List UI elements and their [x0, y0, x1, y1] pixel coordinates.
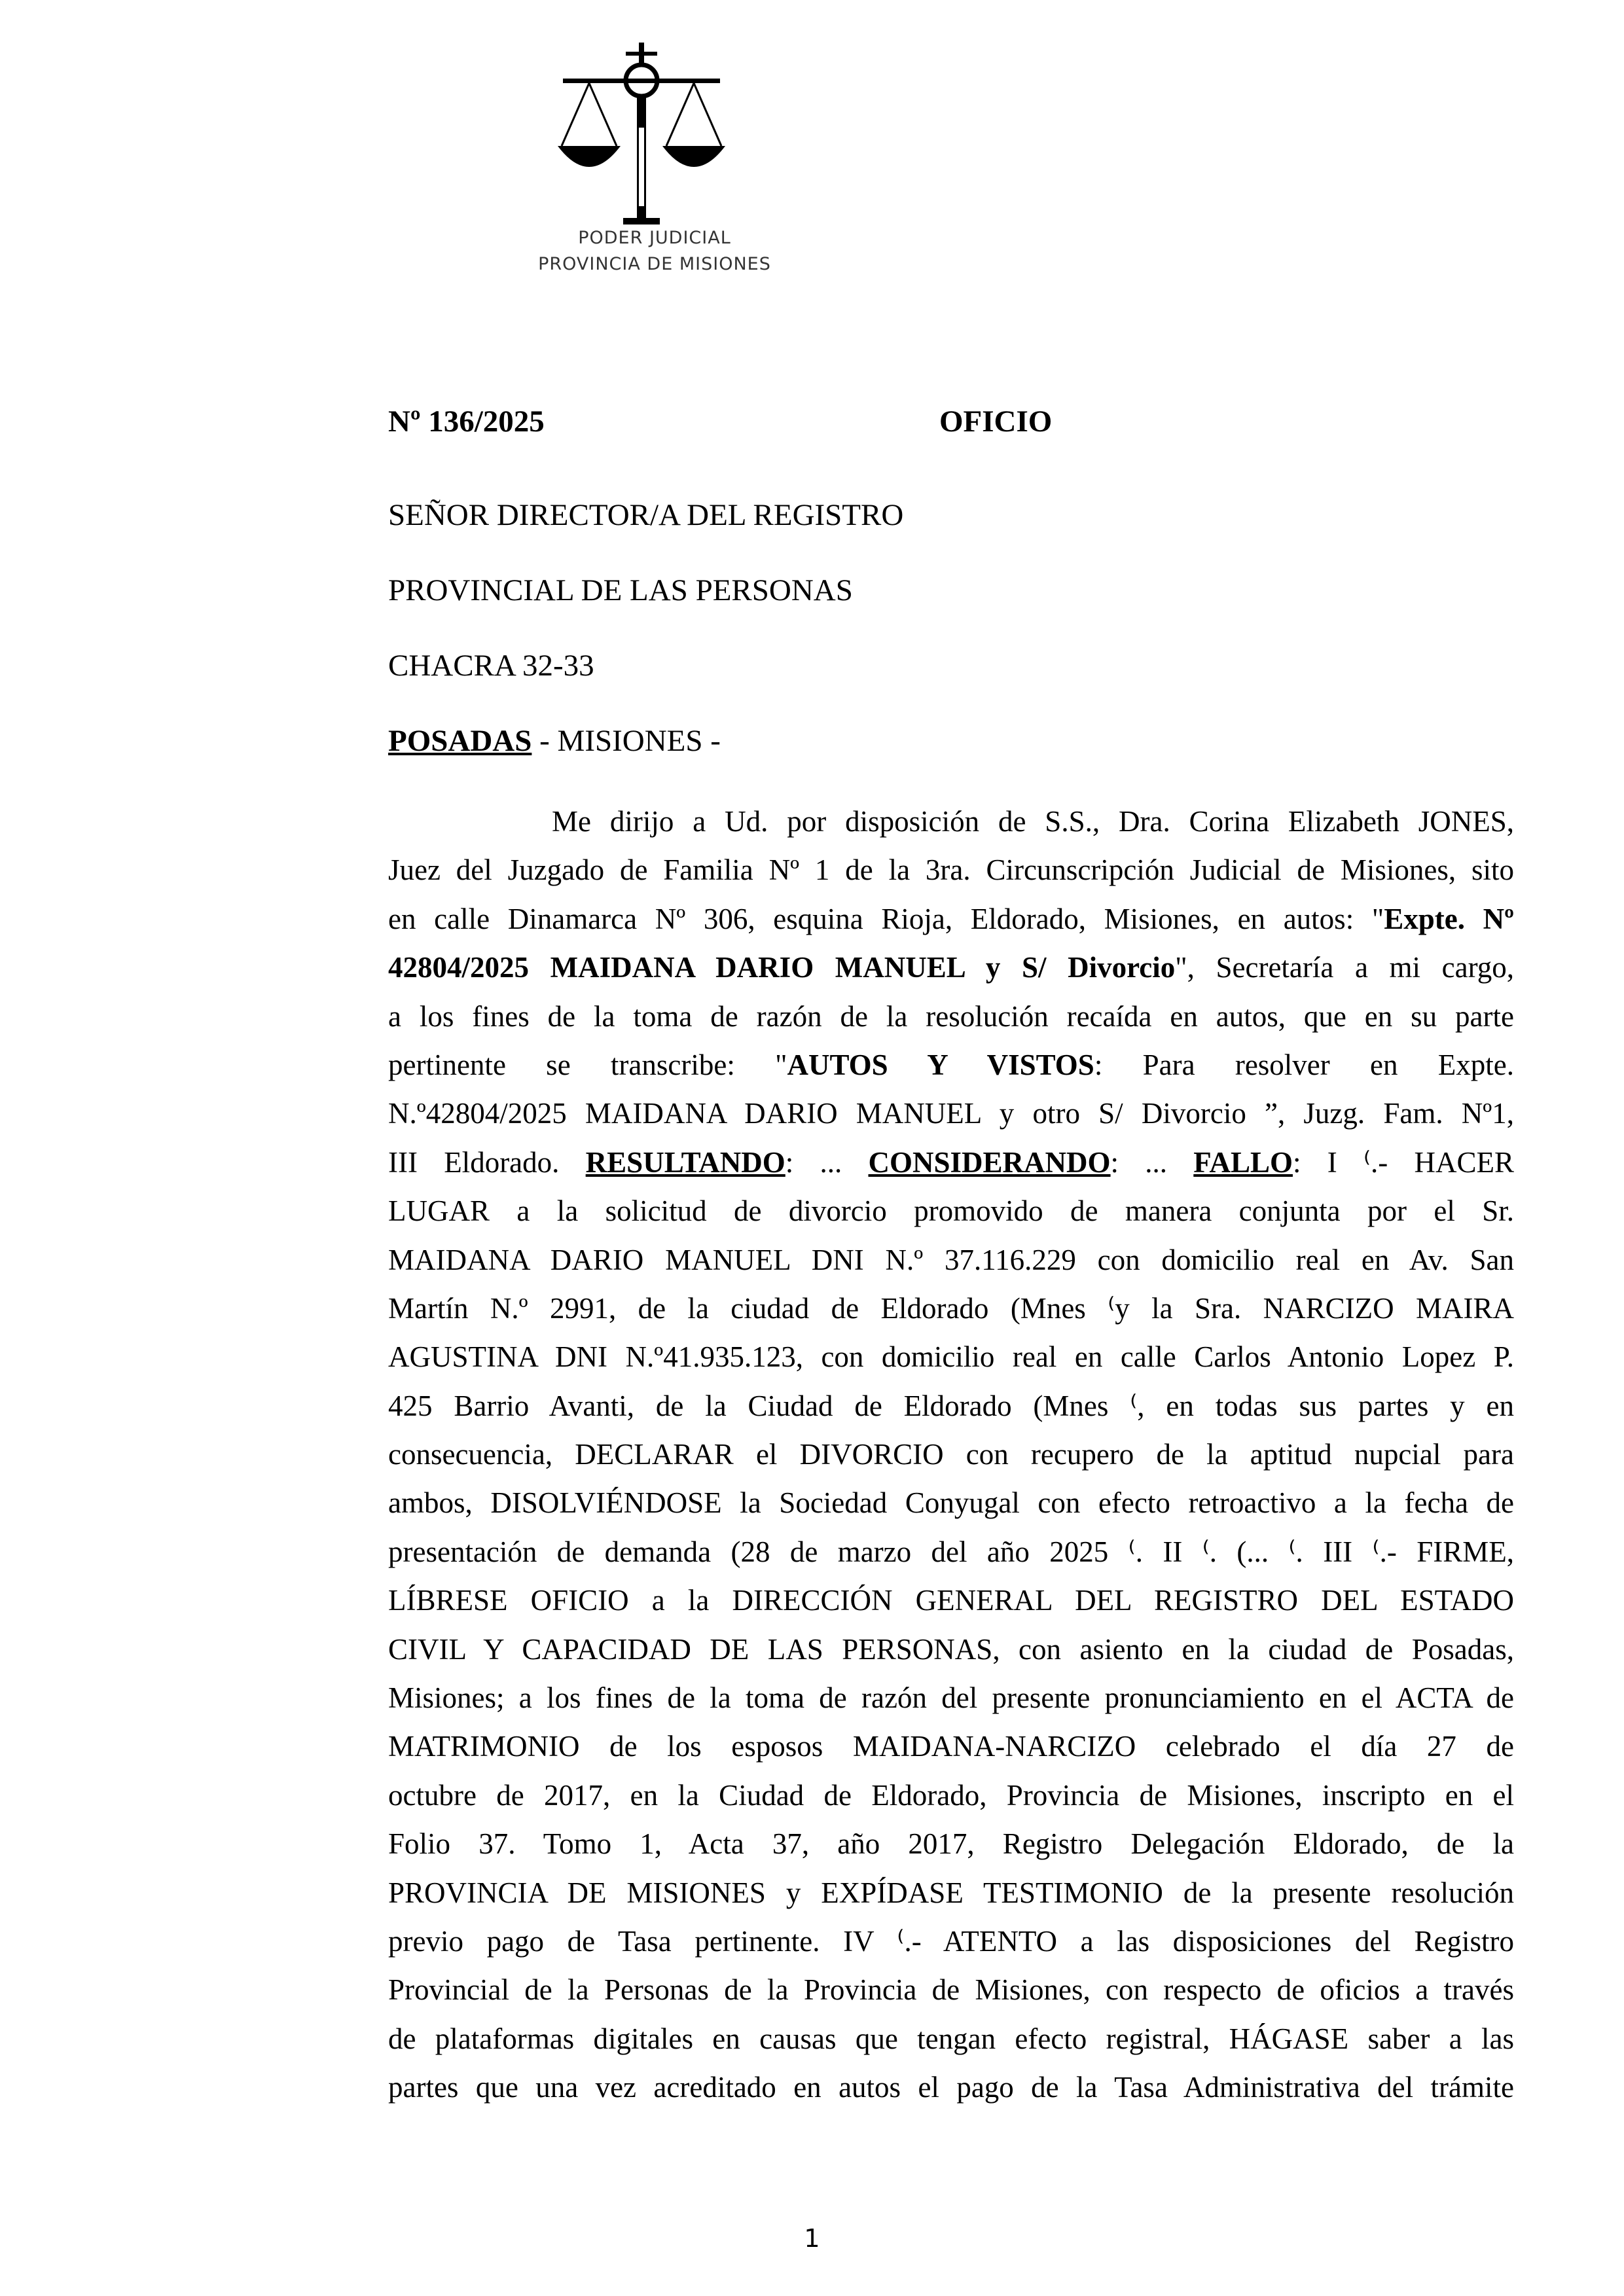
body-line: MATRIMONIO de los esposos MAIDANA-NARCIZO celebrado el día 27 de [388, 1730, 1514, 1763]
body-text [388, 797, 1514, 2112]
body-line: MAIDANA DARIO MANUEL DNI N.º 37.116.229 con domicilio real en Av. San [388, 1243, 1514, 1276]
addressee-line-2: PROVINCIAL DE LAS PERSONAS [388, 573, 853, 607]
body-line: previo pago de Tasa pertinente. IV ⁽.- ATENTO a las disposiciones del Registro [388, 1924, 1514, 1958]
body-line: Martín N.º 2991, de la ciudad de Eldorado (Mnes ⁽y la Sra. NARCIZO MAIRA [388, 1291, 1514, 1325]
body-line: N.º42804/2025 MAIDANA DARIO MANUEL y otro S/ Divorcio ”, Juzg. Fam. Nº1, [388, 1097, 1514, 1130]
body-line: partes que una vez acreditado en autos el pago de la Tasa Administrativa del trámite [388, 2071, 1514, 2104]
body-line: III Eldorado. RESULTANDO: ... CONSIDERANDO: ... FALLO: I ⁽.- HACER [388, 1145, 1515, 1179]
body-line: 42804/2025 MAIDANA DARIO MANUEL y S/ Divorcio", Secretaría a mi cargo, [388, 951, 1514, 984]
body-line: consecuencia, DECLARAR el DIVORCIO con recupero de la aptitud nupcial para [388, 1438, 1514, 1471]
body-line: Me dirijo a Ud. por disposición de S.S., Dra. Corina Elizabeth JONES, [552, 805, 1514, 838]
body-line: LÍBRESE OFICIO a la DIRECCIÓN GENERAL DEL REGISTRO DEL ESTADO [388, 1584, 1514, 1617]
addressee-city: POSADAS [388, 724, 532, 758]
body-line: de plataformas digitales en causas que tengan efecto registral, HÁGASE saber a las [388, 2022, 1514, 2055]
judicial-logo [517, 43, 792, 291]
body-line: a los fines de la toma de razón de la resolución recaída en autos, que en su parte [388, 999, 1514, 1033]
body-line: pertinente se transcribe: "AUTOS Y VISTOS: Para resolver en Expte. [388, 1048, 1514, 1081]
body-line: Misiones; a los fines de la toma de razón del presente pronunciamiento en el ACTA de [388, 1681, 1514, 1715]
body-line: AGUSTINA DNI N.º41.935.123, con domicilio real en calle Carlos Antonio Lopez P. [388, 1340, 1514, 1374]
page-number: 1 [804, 2224, 820, 2253]
addressee-line-1: SEÑOR DIRECTOR/A DEL REGISTRO [388, 498, 904, 532]
logo-line-2: PROVINCIA DE MISIONES [538, 254, 771, 274]
body-line: CIVIL Y CAPACIDAD DE LAS PERSONAS, con asiento en la ciudad de Posadas, [388, 1632, 1514, 1666]
scales-of-justice-icon [543, 43, 740, 229]
addressee-city-rest: - MISIONES - [532, 724, 721, 758]
addressee-line-3: CHACRA 32-33 [388, 649, 594, 683]
body-line: Provincial de la Personas de la Provincia de Misiones, con respecto de oficios a través [388, 1973, 1514, 2007]
body-line: en calle Dinamarca Nº 306, esquina Rioja, Eldorado, Misiones, en autos: "Expte. Nº [388, 902, 1514, 935]
body-line: Folio 37. Tomo 1, Acta 37, año 2017, Registro Delegación Eldorado, de la [388, 1827, 1514, 1861]
addressee-city-line [388, 723, 721, 759]
body-line: octubre de 2017, en la Ciudad de Eldorado, Provincia de Misiones, inscripto en el [388, 1778, 1514, 1812]
body-line: Juez del Juzgado de Familia Nº 1 de la 3ra. Circunscripción Judicial de Misiones, sito [388, 853, 1514, 887]
document-number: Nº 136/2025 [388, 404, 545, 439]
logo-line-1: PODER JUDICIAL [578, 228, 731, 248]
body-line: presentación de demanda (28 de marzo del año 2025 ⁽. II ⁽. (... ⁽. III ⁽.- FIRME, [388, 1535, 1514, 1568]
body-line: ambos, DISOLVIÉNDOSE la Sociedad Conyugal con efecto retroactivo a la fecha de [388, 1486, 1514, 1520]
body-line: PROVINCIA DE MISIONES y EXPÍDASE TESTIMONIO de la presente resolución [388, 1876, 1514, 1909]
document-type: OFICIO [939, 404, 1053, 439]
body-line: 425 Barrio Avanti, de la Ciudad de Eldorado (Mnes ⁽, en todas sus partes y en [388, 1389, 1514, 1422]
body-line: LUGAR a la solicitud de divorcio promovido de manera conjunta por el Sr. [388, 1194, 1514, 1228]
